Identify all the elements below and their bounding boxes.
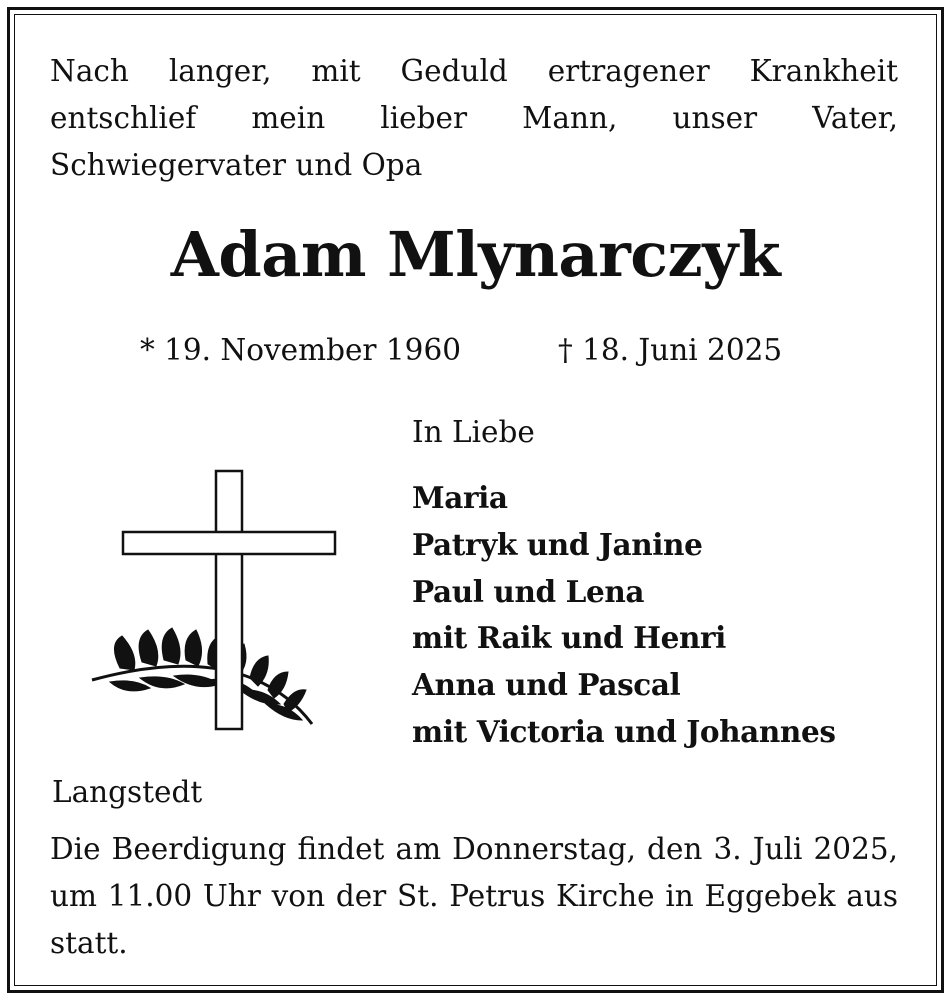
family-member: Maria xyxy=(412,480,508,515)
family-list xyxy=(412,475,836,756)
family-member: mit Raik und Henri xyxy=(412,620,726,656)
death-date: † 18. Juni 2025 xyxy=(558,333,783,367)
palm-branch-icon xyxy=(92,628,312,724)
intro-text: Nach langer, mit Geduld ertragener Krankheit entschlief mein lieber Mann, unser Vater, Schwiegervater und Opa xyxy=(50,54,898,182)
birth-date: * 19. November 1960 xyxy=(140,333,461,367)
town-name: Langstedt xyxy=(52,775,203,809)
family-member: Patryk und Janine xyxy=(412,526,703,562)
family-member: mit Victoria und Johannes xyxy=(412,713,836,749)
family-member: Anna und Pascal xyxy=(412,667,681,703)
funeral-info: Die Beerdigung findet am Donnerstag, den 3. Juli 2025, um 11.00 Uhr von der St. Petrus Kirche in Eggebek aus statt. xyxy=(50,832,898,960)
in-love-label: In Liebe xyxy=(412,415,535,449)
family-member: Paul und Lena xyxy=(412,573,645,609)
deceased-name: Adam Mlynarczyk xyxy=(170,218,781,291)
cross-with-palm-branch-icon xyxy=(90,468,340,732)
